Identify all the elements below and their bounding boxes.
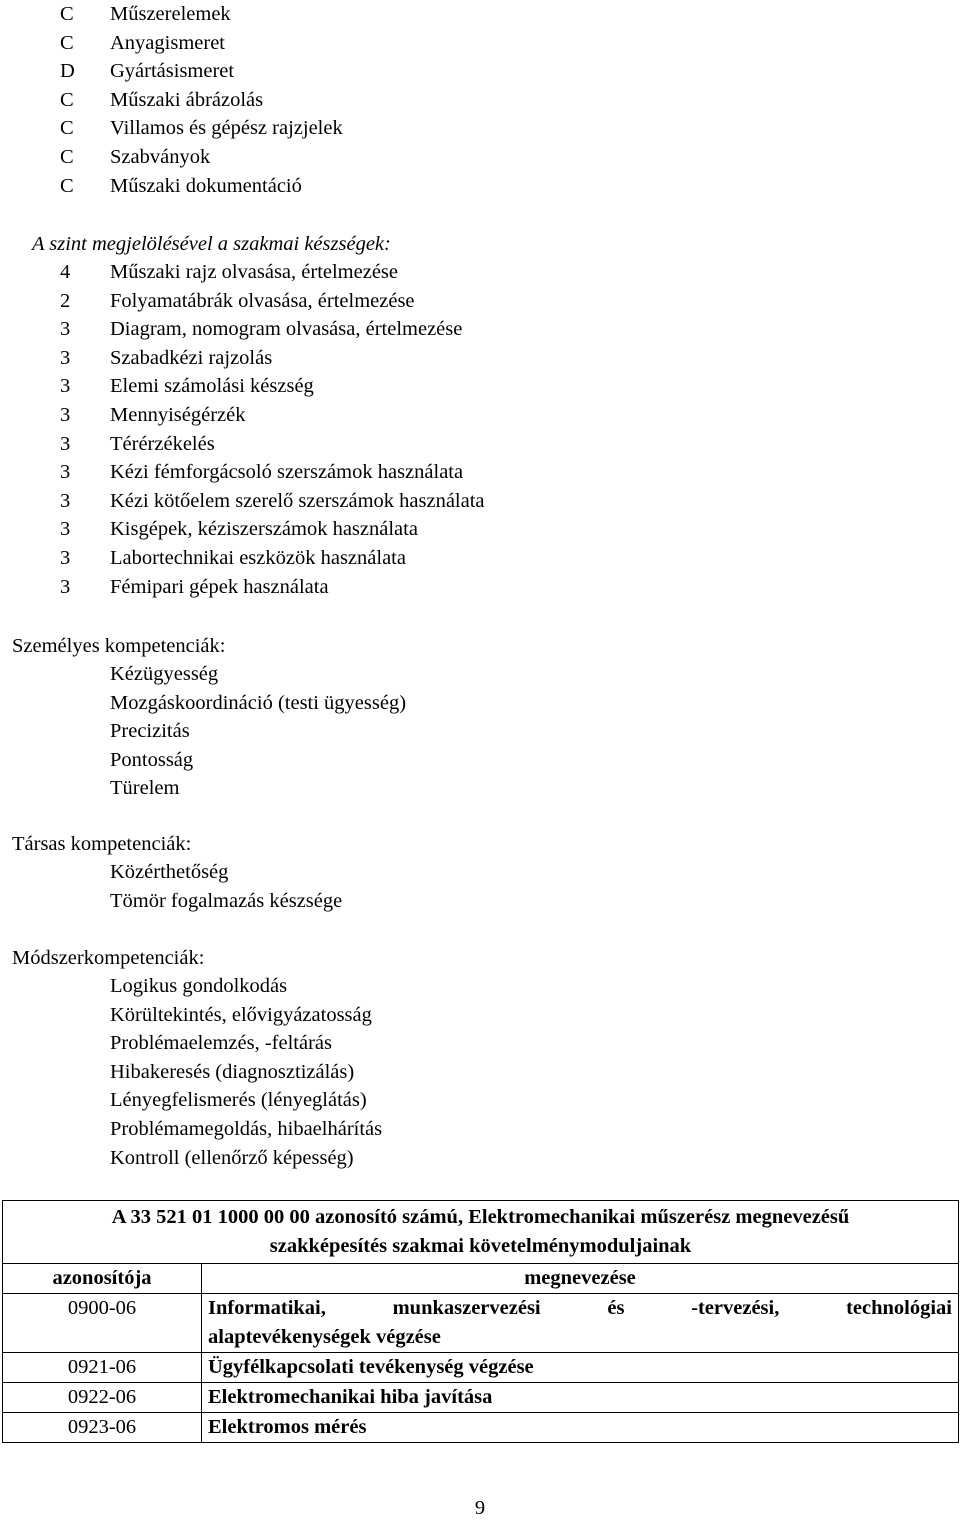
item-text: Térérzékelés	[110, 432, 215, 455]
list-item: Kontroll (ellenőrző képesség)	[110, 1146, 354, 1169]
module-name: Ügyfélkapcsolati tevékenység végzése	[202, 1353, 959, 1383]
word: technológiai	[846, 1297, 952, 1319]
skills-heading: A szint megjelölésével a szakmai készségek:	[32, 233, 391, 255]
item-text: Szabadkézi rajzolás	[110, 346, 273, 369]
level-mark: 2	[60, 289, 71, 312]
module-name: Elektromos mérés	[202, 1413, 959, 1443]
word: és	[607, 1297, 625, 1319]
module-id: 0921-06	[3, 1353, 202, 1383]
list-item: Hibakeresés (diagnosztizálás)	[110, 1060, 355, 1083]
item-text: Kézi fémforgácsoló szerszámok használata	[110, 461, 464, 484]
list-item: Lényegfelismerés (lényeglátás)	[110, 1089, 367, 1112]
list-item	[0, 573, 960, 601]
level-mark: C	[60, 174, 74, 197]
module-name-line1	[208, 1294, 952, 1323]
level-mark: 3	[60, 346, 71, 369]
level-mark: D	[60, 60, 75, 83]
word: munkaszervezési	[392, 1297, 541, 1319]
item-text: Műszaki ábrázolás	[110, 88, 264, 111]
list-item	[0, 172, 960, 200]
level-mark: 3	[60, 489, 71, 512]
item-text: Elemi számolási készség	[110, 375, 314, 398]
list-item	[0, 29, 960, 57]
method-heading: Módszerkompetenciák:	[12, 947, 205, 969]
list-item	[0, 57, 960, 85]
list-item	[0, 114, 960, 142]
item-text: Mennyiségérzék	[110, 404, 246, 426]
list-item	[0, 258, 960, 286]
list-item: Tömör fogalmazás készsége	[110, 889, 343, 912]
level-mark: 3	[60, 547, 71, 569]
list-item	[0, 0, 960, 28]
item-text: Kisgépek, kéziszerszámok használata	[110, 518, 418, 541]
item-text: Műszaki rajz olvasása, értelmezése	[110, 261, 399, 283]
level-mark: 3	[60, 518, 71, 541]
level-mark: 3	[60, 404, 71, 426]
list-item: Mozgáskoordináció (testi ügyesség)	[110, 691, 407, 714]
table-caption-line1: A 33 521 01 1000 00 00 azonosító számú, Elektromechanikai műszerész megnevezésű	[111, 1206, 850, 1228]
word: -tervezési,	[691, 1297, 780, 1319]
level-mark: C	[60, 146, 74, 168]
list-item: Kézügyesség	[110, 663, 219, 685]
list-item	[0, 515, 960, 543]
module-name: Elektromechanikai hiba javítása	[202, 1383, 959, 1413]
list-item	[0, 344, 960, 372]
level-mark: 3	[60, 575, 71, 598]
page-number: 9	[474, 1497, 486, 1519]
item-text: Folyamatábrák olvasása, értelmezése	[110, 289, 415, 312]
level-mark: 3	[60, 461, 71, 484]
table-caption-line2: szakképesítés szakmai követelménymoduljainak	[269, 1235, 692, 1257]
item-text: Gyártásismeret	[110, 60, 235, 83]
personal-heading: Személyes kompetenciák:	[12, 635, 226, 657]
list-item: Precizitás	[110, 720, 190, 743]
list-item	[0, 401, 960, 429]
list-item	[0, 458, 960, 486]
list-item	[0, 287, 960, 315]
item-text: Műszaki dokumentáció	[110, 174, 302, 197]
list-item	[0, 315, 960, 343]
item-text: Villamos és gépész rajzjelek	[110, 117, 343, 140]
item-text: Diagram, nomogram olvasása, értelmezése	[110, 318, 463, 341]
level-mark: C	[60, 117, 74, 140]
module-id: 0923-06	[3, 1413, 202, 1443]
table-row	[3, 1413, 959, 1443]
level-mark: C	[60, 88, 74, 111]
level-mark: 4	[60, 261, 71, 283]
modules-table	[2, 1200, 959, 1443]
word: Informatikai,	[208, 1297, 326, 1319]
item-text: Anyagismeret	[110, 31, 225, 54]
col-id-header: azonosítója	[3, 1264, 202, 1294]
list-item: Körültekintés, elővigyázatosság	[110, 1003, 372, 1026]
list-item: Közérthetőség	[110, 861, 229, 883]
col-name-header: megnevezése	[202, 1264, 959, 1294]
level-mark: C	[60, 31, 74, 54]
module-name-line2: alaptevékenységek végzése	[208, 1326, 441, 1348]
list-item	[0, 372, 960, 400]
list-item	[0, 86, 960, 114]
list-item	[0, 143, 960, 171]
list-item	[0, 544, 960, 572]
level-mark: 3	[60, 318, 71, 341]
list-item	[0, 430, 960, 458]
item-text: Labortechnikai eszközök használata	[110, 547, 406, 569]
social-heading: Társas kompetenciák:	[12, 833, 192, 855]
module-id: 0922-06	[3, 1383, 202, 1413]
table-row	[3, 1383, 959, 1413]
table-row	[3, 1294, 959, 1353]
list-item: Logikus gondolkodás	[110, 975, 288, 997]
item-text: Fémipari gépek használata	[110, 575, 329, 598]
level-mark: 3	[60, 432, 71, 455]
table-header-row	[3, 1264, 959, 1294]
list-item: Problémamegoldás, hibaelhárítás	[110, 1118, 383, 1140]
list-item: Türelem	[110, 777, 180, 800]
module-id: 0900-06	[3, 1294, 202, 1353]
list-item: Pontosság	[110, 748, 194, 771]
level-mark: C	[60, 3, 74, 25]
table-caption	[3, 1201, 959, 1264]
item-text: Szabványok	[110, 146, 211, 168]
item-text: Műszerelemek	[110, 3, 231, 25]
list-item	[0, 487, 960, 515]
item-text: Kézi kötőelem szerelő szerszámok használata	[110, 489, 485, 512]
level-mark: 3	[60, 375, 71, 398]
module-name	[202, 1294, 959, 1353]
table-caption-row	[3, 1201, 959, 1264]
list-item: Problémaelemzés, -feltárás	[110, 1032, 332, 1055]
table-row	[3, 1353, 959, 1383]
